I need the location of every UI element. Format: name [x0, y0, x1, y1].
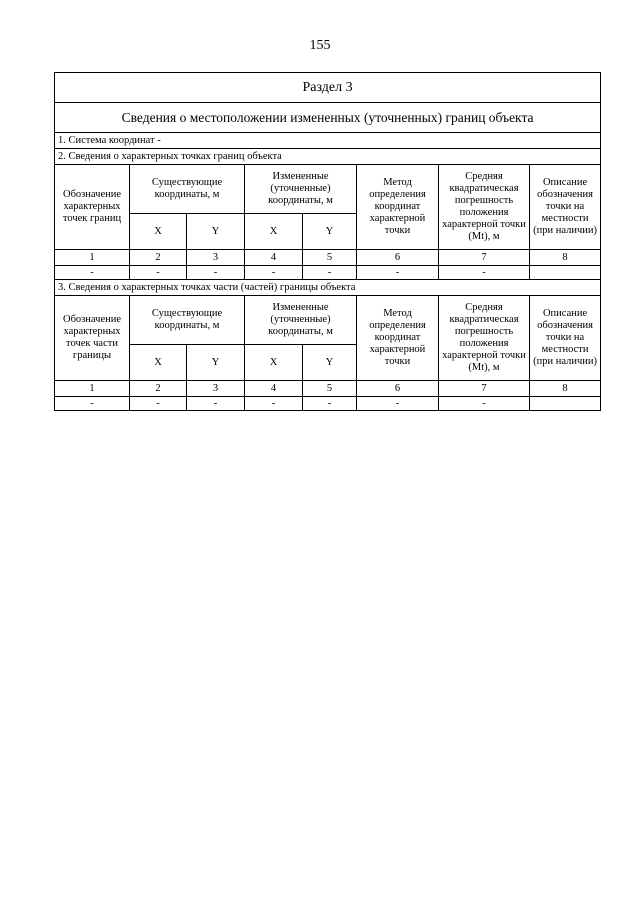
table-cell: - [130, 397, 187, 411]
block1-title: 2. Сведения о характерных точках границ объекта [55, 149, 601, 165]
boundary-table [54, 72, 601, 411]
table-cell [530, 266, 601, 280]
column-number: 4 [245, 381, 303, 397]
table-cell: - [357, 397, 439, 411]
header-y-changed: Y [303, 214, 357, 250]
header-existing: Существующие координаты, м [130, 165, 245, 214]
header-error: Средняя квадратическая погрешность положения характерной точки (Mt), м [439, 165, 530, 250]
table-cell: - [439, 397, 530, 411]
header-designation: Обозначение характерных точек части границы [55, 296, 130, 381]
column-number: 7 [439, 250, 530, 266]
column-number: 6 [357, 250, 439, 266]
table-row [55, 397, 601, 411]
table-cell: - [439, 266, 530, 280]
column-number: 1 [55, 250, 130, 266]
column-number: 8 [530, 250, 601, 266]
header-method: Метод определения координат характерной точки [357, 296, 439, 381]
table-cell: - [187, 266, 245, 280]
header-y-existing: Y [187, 214, 245, 250]
column-number: 2 [130, 381, 187, 397]
header-x-existing: X [130, 345, 187, 381]
table-cell: - [303, 266, 357, 280]
table-cell [530, 397, 601, 411]
header-y-existing: Y [187, 345, 245, 381]
coordinate-system: 1. Система координат - [55, 133, 601, 149]
column-number-row [55, 250, 601, 266]
column-number: 3 [187, 381, 245, 397]
header-existing: Существующие координаты, м [130, 296, 245, 345]
header-error: Средняя квадратическая погрешность положения характерной точки (Mt), м [439, 296, 530, 381]
column-number: 1 [55, 381, 130, 397]
column-number: 7 [439, 381, 530, 397]
table-cell: - [245, 397, 303, 411]
header-changed: Измененные (уточненные) координаты, м [245, 296, 357, 345]
section-subtitle: Сведения о местоположении измененных (уточненных) границ объекта [55, 103, 601, 133]
header-y-changed: Y [303, 345, 357, 381]
block2-title: 3. Сведения о характерных точках части (частей) границы объекта [55, 280, 601, 296]
column-number-row [55, 381, 601, 397]
header-changed: Измененные (уточненные) координаты, м [245, 165, 357, 214]
table-cell: - [55, 397, 130, 411]
table-cell: - [130, 266, 187, 280]
column-number: 4 [245, 250, 303, 266]
table-cell: - [187, 397, 245, 411]
page-number: 155 [309, 38, 331, 53]
column-number: 2 [130, 250, 187, 266]
header-description: Описание обозначения точки на местности (при наличии) [530, 296, 601, 381]
table-cell: - [357, 266, 439, 280]
header-method: Метод определения координат характерной точки [357, 165, 439, 250]
header-x-existing: X [130, 214, 187, 250]
header-x-changed: X [245, 214, 303, 250]
table-cell: - [303, 397, 357, 411]
header-designation: Обозначение характерных точек границ [55, 165, 130, 250]
column-number: 5 [303, 250, 357, 266]
table-row [55, 266, 601, 280]
section-title: Раздел 3 [55, 73, 601, 103]
table-cell: - [55, 266, 130, 280]
table-cell: - [245, 266, 303, 280]
column-number: 8 [530, 381, 601, 397]
column-number: 5 [303, 381, 357, 397]
header-x-changed: X [245, 345, 303, 381]
header-description: Описание обозначения точки на местности (при наличии) [530, 165, 601, 250]
column-number: 6 [357, 381, 439, 397]
column-number: 3 [187, 250, 245, 266]
